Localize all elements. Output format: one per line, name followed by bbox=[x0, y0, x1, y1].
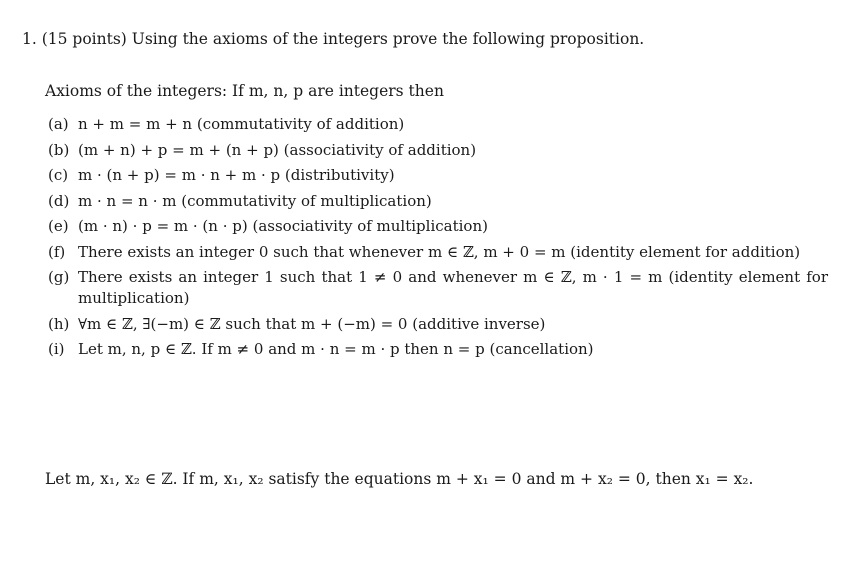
axiom-item-h bbox=[48, 314, 828, 335]
axioms-heading: Axioms of the integers: If m, n, p are integers then bbox=[45, 82, 444, 100]
axiom-item-g bbox=[48, 267, 828, 309]
axiom-item-f bbox=[48, 242, 828, 263]
axiom-label: (g) bbox=[48, 268, 70, 286]
problem-header: 1. (15 points) Using the axioms of the integers prove the following proposition. bbox=[22, 30, 645, 48]
axiom-label: (e) bbox=[48, 217, 69, 235]
axiom-label: (h) bbox=[48, 314, 70, 333]
axiom-text: ∀m ∈ ℤ, ∃(−m) ∈ ℤ such that m + (−m) = 0 (additive inverse) bbox=[78, 314, 546, 333]
axiom-text: (m + n) + p = m + (n + p) (associativity of addition) bbox=[78, 140, 477, 159]
axiom-item-c bbox=[48, 165, 828, 186]
axiom-text: There exists an integer 0 such that whenever m ∈ ℤ, m + 0 = m (identity element for addition) bbox=[78, 242, 801, 261]
axiom-text: m · n = n · m (commutativity of multiplication) bbox=[78, 191, 432, 210]
axiom-label: (f) bbox=[48, 242, 66, 261]
axiom-label: (a) bbox=[48, 115, 69, 133]
axiom-label: (i) bbox=[48, 340, 65, 358]
axiom-item-d bbox=[48, 191, 828, 212]
axiom-item-a bbox=[48, 114, 828, 135]
axiom-list bbox=[48, 114, 828, 365]
axiom-item-b bbox=[48, 140, 828, 161]
axiom-text: Let m, n, p ∈ ℤ. If m ≠ 0 and m · n = m · p then n = p (cancellation) bbox=[78, 340, 594, 358]
proposition-statement: Let m, x₁, x₂ ∈ ℤ. If m, x₁, x₂ satisfy the equations m + x₁ = 0 and m + x₂ = 0, then x₁ = x₂. bbox=[45, 470, 754, 488]
axiom-text: There exists an integer 1 such that 1 ≠ 0 and whenever m ∈ ℤ, m · 1 = m (identity element for multiplication) bbox=[78, 268, 828, 307]
axiom-item-e bbox=[48, 216, 828, 237]
axiom-text: n + m = m + n (commutativity of addition) bbox=[78, 115, 405, 133]
axiom-label: (d) bbox=[48, 191, 70, 210]
axiom-item-i bbox=[48, 339, 828, 360]
axiom-text: (m · n) · p = m · (n · p) (associativity of multiplication) bbox=[78, 217, 488, 235]
axiom-text: m · (n + p) = m · n + m · p (distributivity) bbox=[78, 166, 395, 184]
axiom-label: (c) bbox=[48, 166, 69, 184]
axiom-label: (b) bbox=[48, 140, 70, 159]
